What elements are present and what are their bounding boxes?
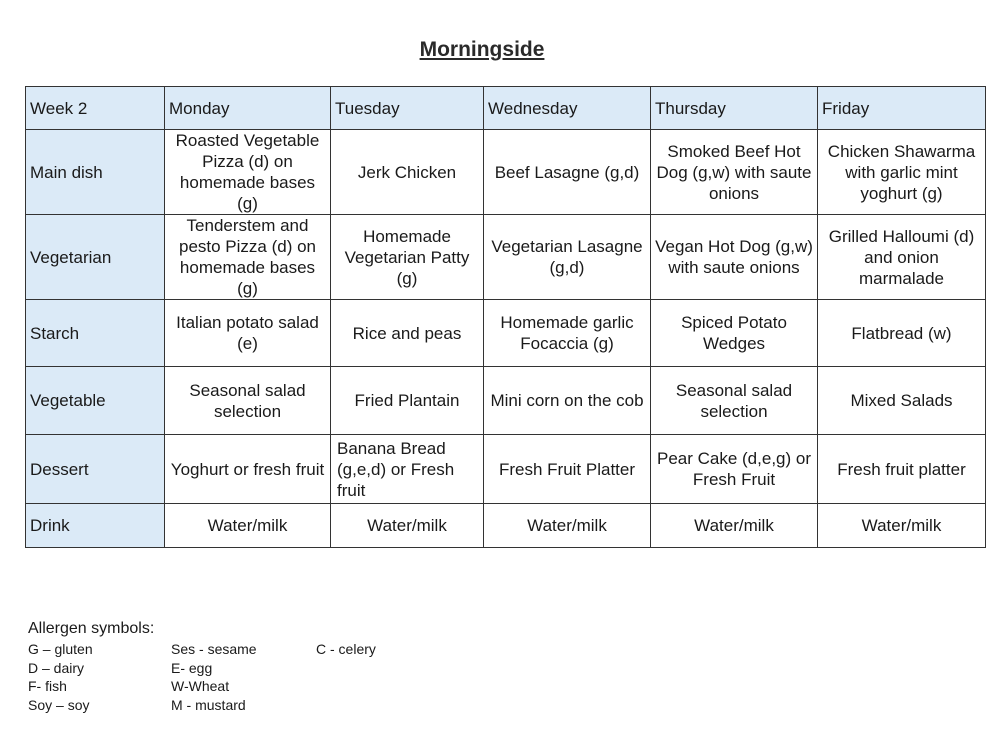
menu-cell: Fresh fruit platter xyxy=(818,435,986,504)
legend-item: W-Wheat xyxy=(171,678,230,694)
header-row xyxy=(26,87,986,130)
row-label: Main dish xyxy=(26,130,165,215)
menu-cell: Beef Lasagne (g,d) xyxy=(484,130,651,215)
row-label: Vegetable xyxy=(26,367,165,435)
table-row xyxy=(26,215,986,300)
menu-cell: Smoked Beef Hot Dog (g,w) with saute onions xyxy=(651,130,818,215)
legend-item: G – gluten xyxy=(28,641,93,657)
header-monday: Monday xyxy=(165,87,331,130)
page-title: Morningside xyxy=(419,38,545,61)
menu-cell: Water/milk xyxy=(651,504,818,548)
allergen-legend xyxy=(28,620,376,714)
menu-cell: Chicken Shawarma with garlic mint yoghurt (g) xyxy=(818,130,986,215)
menu-cell: Yoghurt or fresh fruit xyxy=(165,435,331,504)
menu-cell: Banana Bread (g,e,d) or Fresh fruit xyxy=(331,435,484,504)
row-label: Vegetarian xyxy=(26,215,165,300)
legend-item: E- egg xyxy=(171,659,213,676)
menu-cell: Vegan Hot Dog (g,w) with saute onions xyxy=(651,215,818,300)
menu-cell: Water/milk xyxy=(818,504,986,548)
header-friday: Friday xyxy=(818,87,986,130)
menu-cell: Homemade garlic Focaccia (g) xyxy=(484,300,651,367)
menu-cell: Fried Plantain xyxy=(331,367,484,435)
table-row xyxy=(26,435,986,504)
legend-column xyxy=(28,640,171,714)
row-label: Drink xyxy=(26,504,165,548)
row-label: Starch xyxy=(26,300,165,367)
legend-item: Soy – soy xyxy=(28,696,90,713)
menu-cell: Flatbread (w) xyxy=(818,300,986,367)
menu-cell: Rice and peas xyxy=(331,300,484,367)
legend-column xyxy=(316,640,376,714)
header-week: Week 2 xyxy=(26,87,165,130)
menu-cell: Jerk Chicken xyxy=(331,130,484,215)
table-row xyxy=(26,367,986,435)
menu-cell: Seasonal salad selection xyxy=(651,367,818,435)
menu-cell: Homemade Vegetarian Patty (g) xyxy=(331,215,484,300)
menu-cell: Pear Cake (d,e,g) or Fresh Fruit xyxy=(651,435,818,504)
header-wednesday: Wednesday xyxy=(484,87,651,130)
table-row xyxy=(26,300,986,367)
menu-cell: Fresh Fruit Platter xyxy=(484,435,651,504)
menu-cell: Roasted Vegetable Pizza (d) on homemade bases (g) xyxy=(165,130,331,215)
legend-title: Allergen symbols: xyxy=(28,620,155,637)
menu-cell: Mixed Salads xyxy=(818,367,986,435)
menu-cell: Seasonal salad selection xyxy=(165,367,331,435)
menu-cell: Spiced Potato Wedges xyxy=(651,300,818,367)
menu-cell: Water/milk xyxy=(484,504,651,548)
legend-item: M - mustard xyxy=(171,696,246,713)
menu-cell: Grilled Halloumi (d) and onion marmalade xyxy=(818,215,986,300)
legend-item: D – dairy xyxy=(28,659,85,676)
header-thursday: Thursday xyxy=(651,87,818,130)
menu-table xyxy=(25,86,986,548)
menu-cell: Water/milk xyxy=(331,504,484,548)
menu-cell: Water/milk xyxy=(165,504,331,548)
legend-column xyxy=(171,640,316,714)
legend-item: C - celery xyxy=(316,641,376,657)
table-row xyxy=(26,130,986,215)
menu-cell: Tenderstem and pesto Pizza (d) on homemade bases (g) xyxy=(165,215,331,300)
menu-cell: Italian potato salad (e) xyxy=(165,300,331,367)
table-row xyxy=(26,504,986,548)
row-label: Dessert xyxy=(26,435,165,504)
legend-item: F- fish xyxy=(28,678,67,694)
header-tuesday: Tuesday xyxy=(331,87,484,130)
legend-item: Ses - sesame xyxy=(171,641,257,657)
menu-cell: Vegetarian Lasagne (g,d) xyxy=(484,215,651,300)
menu-cell: Mini corn on the cob xyxy=(484,367,651,435)
